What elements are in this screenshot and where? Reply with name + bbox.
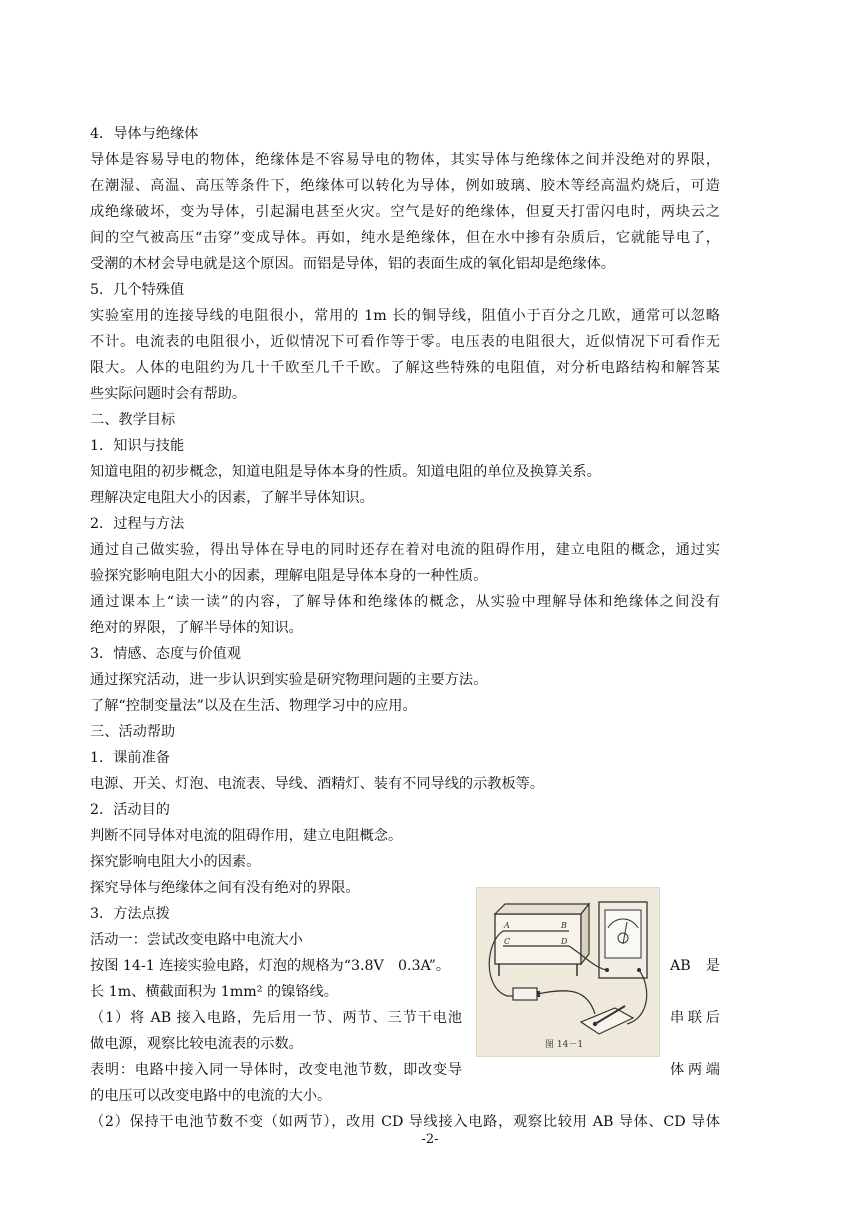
board-label-d: D: [561, 937, 568, 946]
board-label-a: A: [504, 921, 510, 930]
paragraph-line: 知道电阻的初步概念，知道电阻是导体本身的性质。知道电阻的单位及换算关系。: [90, 464, 601, 480]
section-heading: 3．情感、态度与价值观: [90, 646, 241, 662]
paragraph-line: 活动一：尝试改变电路中电流大小: [90, 932, 303, 948]
section-heading: 3．方法点拨: [90, 906, 170, 922]
paragraph-line-right: 体两端: [670, 1062, 720, 1078]
section-heading: 5．几个特殊值: [90, 282, 185, 298]
paragraph-line: 通过自己做实验，得出导体在导电的同时还存在着对电流的阻碍作用，建立电阻的概念，通过实: [90, 542, 720, 558]
paragraph-line: 了解“控制变量法”以及在生活、物理学习中的应用。: [90, 698, 417, 714]
paragraph-line: 表明：电路中接入同一导体时，改变电池节数，即改变导: [90, 1062, 462, 1078]
circuit-illustration: [477, 888, 659, 1056]
paragraph-line: 实验室用的连接导线的电阻很小，常用的 1m 长的铜导线，阻值小于百分之几欧，通常可以忽略: [90, 308, 720, 324]
section-heading: 1．知识与技能: [90, 438, 185, 454]
board-label-b: B: [561, 921, 567, 930]
paragraph-line: （2）保持干电池节数不变（如两节），改用 CD 导线接入电路，观察比较用 AB 导体、CD 导体: [90, 1114, 720, 1130]
paragraph-line-right: AB 是: [670, 958, 720, 974]
paragraph-line: 探究影响电阻大小的因素。: [90, 854, 261, 870]
paragraph-line: 长 1m、横截面积为 1mm² 的镍铬线。: [90, 984, 338, 1000]
section-heading: 4．导体与绝缘体: [90, 126, 199, 142]
paragraph-line: 受潮的木材会导电就是这个原因。而铝是导体，铝的表面生成的氧化铝却是绝缘体。: [90, 256, 615, 272]
paragraph-line: 探究导体与绝缘体之间有没有绝对的界限。: [90, 880, 360, 896]
section-heading: 二、教学目标: [90, 412, 176, 428]
section-heading: 1．课前准备: [90, 750, 170, 766]
battery-icon: [513, 988, 540, 1000]
paragraph-line: 成绝缘破坏，变为导体，引起漏电甚至火灾。空气是好的绝缘体，但夏天打雷闪电时，两块云之: [90, 204, 720, 220]
paragraph-line: 验探究影响电阻大小的因素，理解电阻是导体本身的一种性质。: [90, 568, 488, 584]
paragraph-line: 判断不同导体对电流的阻碍作用，建立电阻概念。: [90, 828, 403, 844]
page-number: -2-: [421, 1132, 439, 1147]
paragraph-line: 按图 14-1 连接实验电路，灯泡的规格为“3.8V 0.3A”。: [90, 958, 451, 974]
paragraph-line: （1）将 AB 接入电路，先后用一节、两节、三节干电池: [90, 1010, 462, 1026]
paragraph-line: 限大。人体的电阻约为几十千欧至几千千欧。了解这些特殊的电阻值，对分析电路结构和解答某: [90, 360, 720, 376]
board-label-c: C: [504, 937, 511, 946]
paragraph-line-right: 串联后: [670, 1010, 720, 1026]
paragraph-line: 通过探究活动，进一步认识到实验是研究物理问题的主要方法。: [90, 672, 488, 688]
paragraph-line: 的电压可以改变电路中的电流的大小。: [90, 1088, 332, 1104]
section-heading: 2．活动目的: [90, 802, 170, 818]
section-heading: 2．过程与方法: [90, 516, 185, 532]
paragraph-line: 理解决定电阻大小的因素，了解半导体知识。: [90, 490, 374, 506]
ammeter-icon: [599, 902, 647, 978]
paragraph-line: 通过课本上“读一读”的内容，了解导体和绝缘体的概念，从实验中理解导体和绝缘体之间没有: [90, 594, 720, 610]
figure-caption: 图 14－1: [545, 1040, 584, 1050]
section-heading: 三、活动帮助: [90, 724, 176, 740]
paragraph-line: 电源、开关、灯泡、电流表、导线、酒精灯、装有不同导线的示教板等。: [90, 776, 545, 792]
paragraph-line: 在潮湿、高温、高压等条件下，绝缘体可以转化为导体，例如玻璃、胶木等经高温灼烧后，可造: [90, 178, 720, 194]
paragraph-line: 间的空气被高压“击穿”变成导体。再如，纯水是绝缘体，但在水中掺有杂质后，它就能导电了，: [90, 230, 720, 246]
paragraph-line: 做电源，观察比较电流表的示数。: [90, 1036, 303, 1052]
paragraph-line: 些实际问题时会有帮助。: [90, 386, 247, 402]
paragraph-line: 导体是容易导电的物体，绝缘体是不容易导电的物体，其实导体与绝缘体之间并没绝对的界限，: [90, 152, 720, 168]
paragraph-line: 绝对的界限，了解半导体的知识。: [90, 620, 303, 636]
paragraph-line: 不计。电流表的电阻很小，近似情况下可看作等于零。电压表的电阻很大，近似情况下可看作无: [90, 334, 720, 350]
circuit-figure: [476, 887, 660, 1057]
